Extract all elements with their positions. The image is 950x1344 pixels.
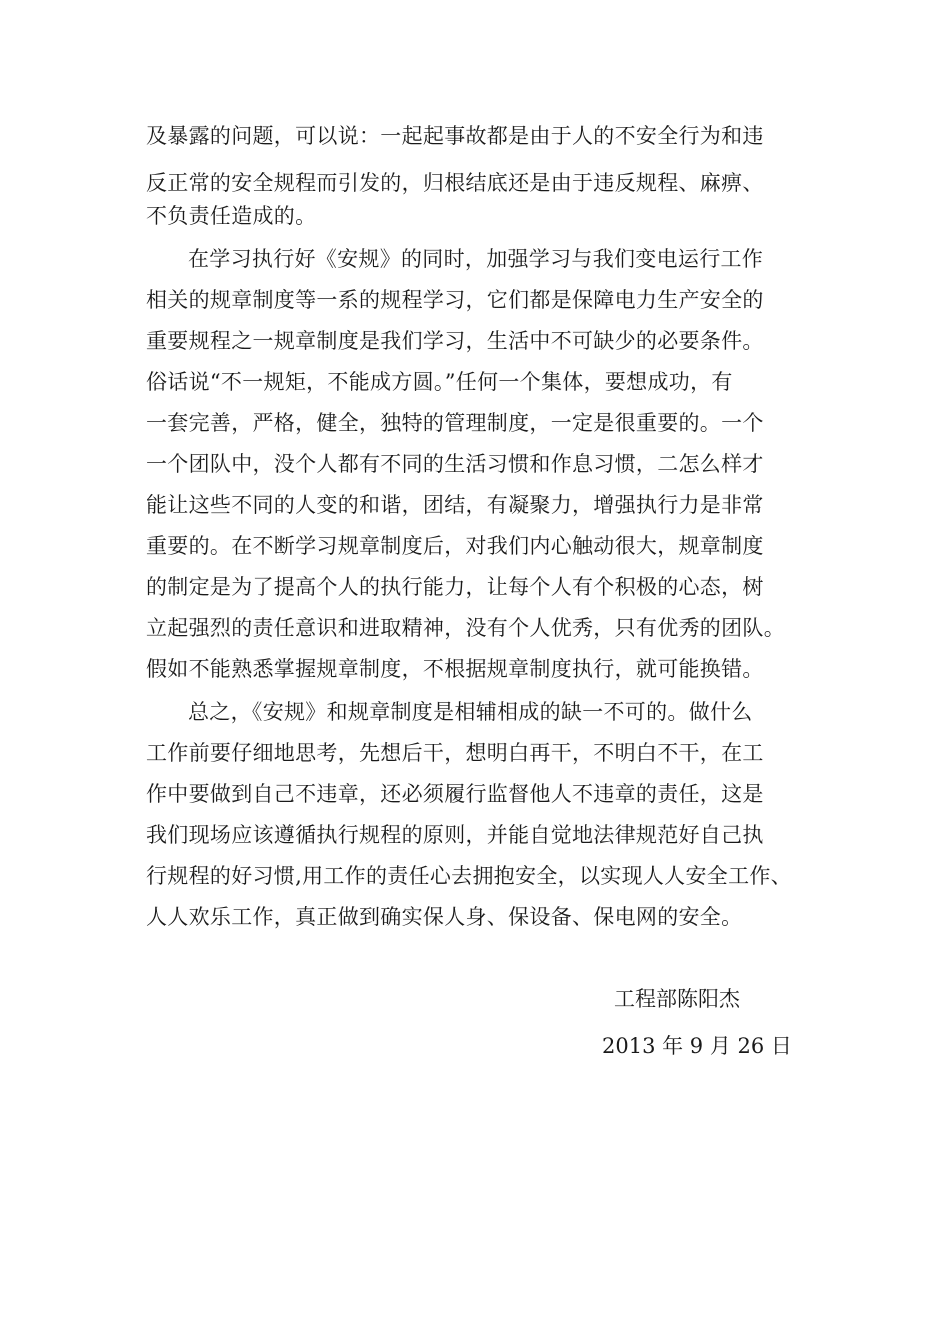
paragraph-line: 立起强烈的责任意识和进取精神，没有个人优秀，只有优秀的团队。 — [146, 616, 785, 640]
paragraph-line: 反正常的安全规程而引发的，归根结底还是由于违反规程、麻痹、 — [146, 171, 764, 195]
paragraph-line: 总之，《安规》和规章制度是相辅相成的缺一不可的。做什么 — [188, 700, 753, 724]
paragraph-line: 一个团队中，没个人都有不同的生活习惯和作息习惯，二怎么样才 — [146, 452, 764, 476]
paragraph-line: 相关的规章制度等一系的规程学习，它们都是保障电力生产安全的 — [146, 288, 764, 312]
paragraph-line: 重要的。在不断学习规章制度后，对我们内心触动很大，规章制度 — [146, 534, 764, 558]
signature-date: 2013 年 9 月 26 日 — [602, 1034, 792, 1058]
signature-name: 工程部陈阳杰 — [614, 987, 740, 1011]
paragraph-line: 作中要做到自己不违章，还必须履行监督他人不违章的责任，这是 — [146, 782, 764, 806]
paragraph-line: 一套完善，严格，健全，独特的管理制度，一定是很重要的。一个 — [146, 411, 764, 435]
paragraph-line: 不负责任造成的。 — [146, 204, 317, 228]
paragraph-line: 俗话说“不一规矩，不能成方圆。”任何一个集体，要想成功，有 — [146, 370, 733, 394]
paragraph-line: 在学习执行好《安规》的同时，加强学习与我们变电运行工作 — [188, 247, 764, 271]
paragraph-line: 人人欢乐工作，真正做到确实保人身、保设备、保电网的安全。 — [146, 905, 743, 929]
paragraph-line: 行规程的好习惯,用工作的责任心去拥抱安全，以实现人人安全工作、 — [146, 864, 792, 888]
paragraph-line: 及暴露的问题，可以说：一起起事故都是由于人的不安全行为和违 — [146, 124, 764, 148]
paragraph-line: 能让这些不同的人变的和谐，团结，有凝聚力，增强执行力是非常 — [146, 493, 764, 517]
paragraph-line: 工作前要仔细地思考，先想后干，想明白再干，不明白不干，在工 — [146, 741, 764, 765]
paragraph-line: 我们现场应该遵循执行规程的原则，并能自觉地法律规范好自己执 — [146, 823, 764, 847]
paragraph-line: 的制定是为了提高个人的执行能力，让每个人有个积极的心态，树 — [146, 575, 764, 599]
paragraph-line: 假如不能熟悉掌握规章制度，不根据规章制度执行，就可能换错。 — [146, 657, 764, 681]
paragraph-line: 重要规程之一规章制度是我们学习，生活中不可缺少的必要条件。 — [146, 329, 764, 353]
